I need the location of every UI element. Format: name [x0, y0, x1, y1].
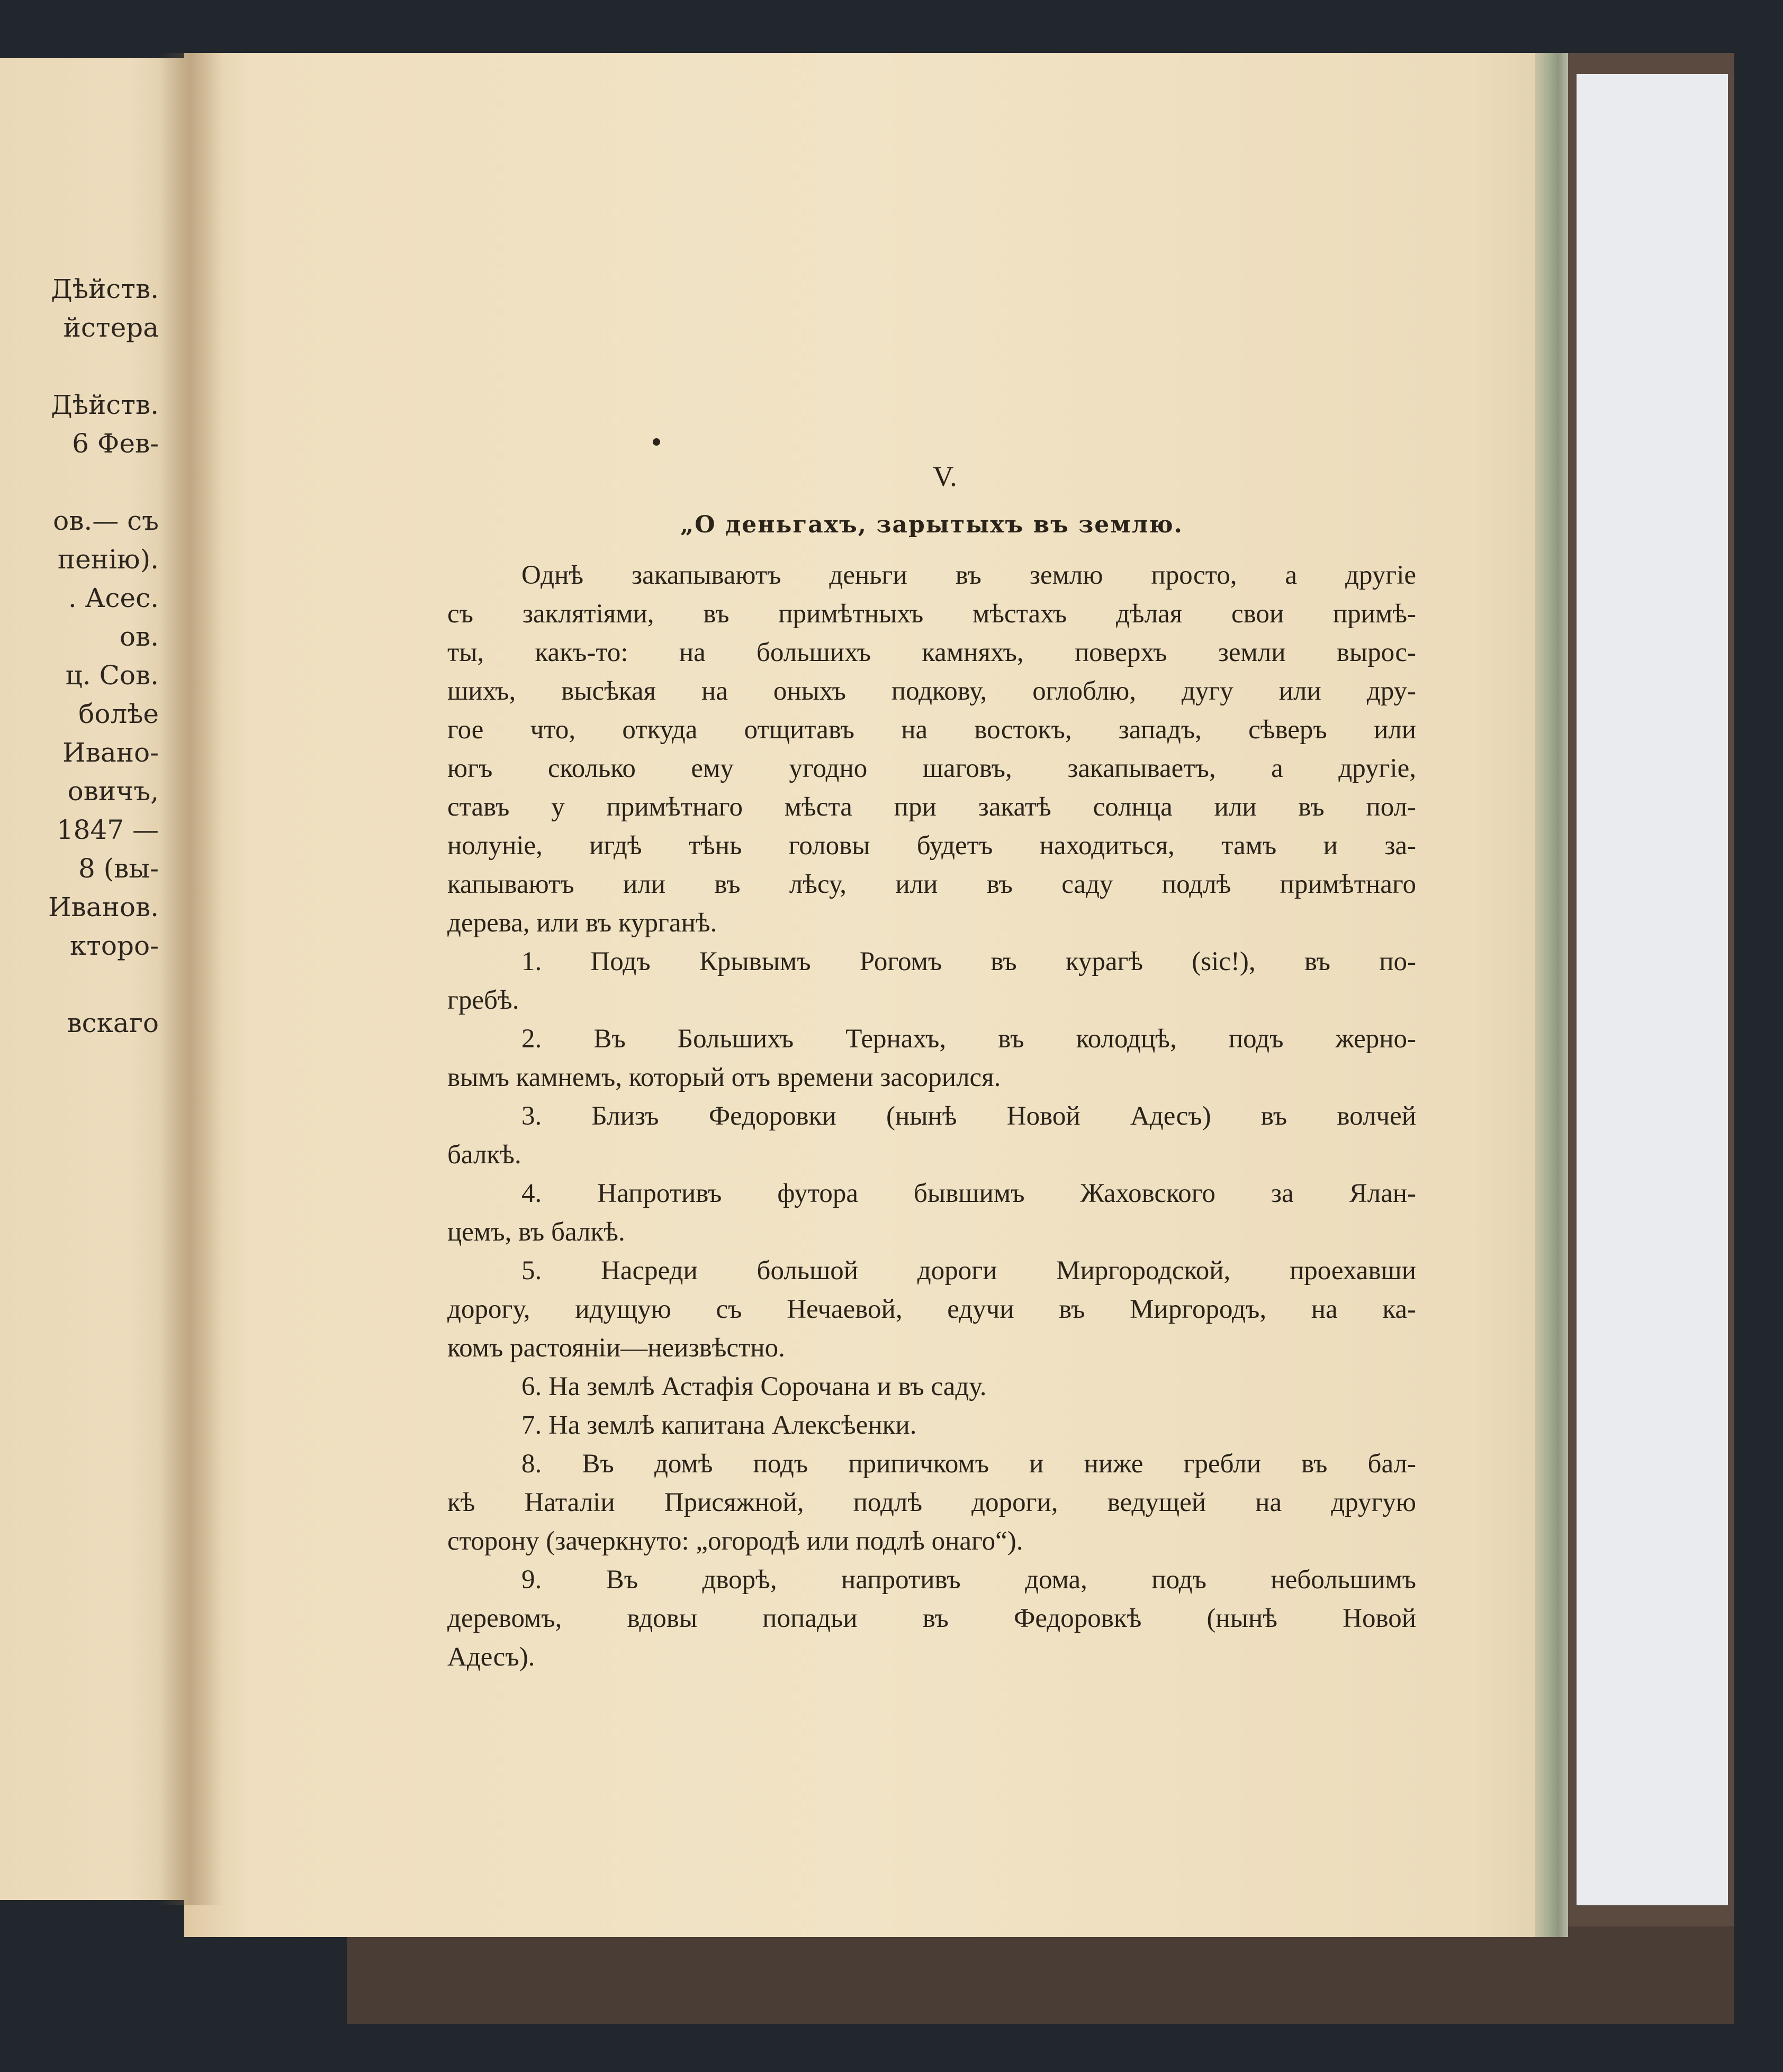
section-number: V. [933, 460, 957, 492]
paragraph [447, 1406, 1416, 1445]
left-page-line: 6 Фев- [72, 428, 159, 459]
paragraph [447, 943, 1416, 1020]
left-page-line: Дѣйств. [51, 274, 159, 304]
page-text [447, 458, 1416, 1677]
text-line: гое что, откуда отщитавъ на востокъ, западъ, сѣверъ или [447, 715, 1416, 745]
cover-bottom-edge [347, 1926, 1734, 2024]
left-page-line: пенію). [57, 544, 159, 575]
text-line: ты, какъ-то: на большихъ камняхъ, поверхъ земли вырос- [447, 638, 1416, 667]
paragraph [447, 1020, 1416, 1097]
text-line: Адесъ). [447, 1642, 535, 1672]
paragraph [447, 556, 1416, 943]
left-page-line: Дѣйств. [51, 390, 159, 420]
paragraph [447, 1561, 1416, 1677]
left-page-line: вскаго [67, 1008, 159, 1038]
text-line: сторону (зачеркнуто: „огородѣ или подлѣ онаго“). [447, 1526, 1023, 1556]
text-line: капываютъ или въ лѣсу, или въ саду подлѣ примѣтнаго [447, 870, 1416, 899]
text-line: кѣ Наталіи Присяжной, подлѣ дороги, ведущей на другую [447, 1488, 1416, 1517]
text-line: гребѣ. [447, 985, 519, 1015]
text-line: нолуніе, игдѣ тѣнь головы будетъ находиться, тамъ и за- [447, 831, 1416, 861]
text-line: югъ сколько ему угодно шаговъ, закапываетъ, а другіе, [447, 754, 1416, 783]
ink-dot [653, 438, 660, 446]
left-page [0, 58, 185, 1900]
endpaper [1577, 74, 1728, 1905]
text-line: 7. На землѣ капитана Алексѣенки. [521, 1410, 917, 1440]
text-line: дерева, или въ курганѣ. [447, 908, 717, 938]
paragraph [447, 1174, 1416, 1252]
paragraphs [447, 556, 1416, 1677]
paragraph [447, 1445, 1416, 1561]
text-line: 3. Близъ Федоровки (нынѣ Новой Адесъ) въ волчей [521, 1101, 1416, 1131]
text-line: цемъ, въ балкѣ. [447, 1217, 625, 1247]
gutter-shadow [159, 53, 222, 1905]
left-page-text [0, 270, 159, 1043]
left-page-line: Иванов. [48, 892, 159, 922]
section-title: „О деньгахъ, зарытыхъ въ землю. [680, 511, 1183, 538]
text-line: 6. На землѣ Астафія Сорочана и въ саду. [521, 1372, 987, 1401]
text-line: вымъ камнемъ, который отъ времени засорился. [447, 1063, 1001, 1092]
text-line: Однѣ закапываютъ деньги въ землю просто, а другіе [521, 560, 1416, 590]
text-line: дорогу, идущую съ Нечаевой, едучи въ Миргородъ, на ка- [447, 1295, 1416, 1324]
text-line: 1. Подъ Крывымъ Рогомъ въ курагѣ (sic!), въ по- [521, 947, 1416, 976]
text-line: 4. Напротивъ футора бывшимъ Жаховского за Ялан- [521, 1179, 1416, 1208]
text-line: 9. Въ дворѣ, напротивъ дома, подъ небольшимъ [521, 1565, 1416, 1595]
left-page-line: ц. Сов. [65, 660, 159, 691]
paragraph [447, 1368, 1416, 1406]
left-page-line [0, 965, 159, 1004]
left-page-line: ов. [119, 621, 159, 652]
left-page-line: овичъ, [67, 776, 159, 807]
text-line: 8. Въ домѣ подъ припичкомъ и ниже гребли въ бал- [521, 1449, 1416, 1479]
paragraph [447, 1097, 1416, 1174]
left-page-line: кторо- [69, 930, 159, 961]
text-line: ставъ у примѣтнаго мѣста при закатѣ солнца или въ пол- [447, 792, 1416, 822]
left-page-line: 8 (вы- [78, 853, 159, 884]
text-line: деревомъ, вдовы попадьи въ Федоровкѣ (нынѣ Новой [447, 1604, 1416, 1633]
page-edges [1535, 53, 1568, 1937]
text-line: комъ растояніи—неизвѣстно. [447, 1333, 785, 1363]
left-page-line: Ивано- [62, 737, 159, 768]
text-line: 5. Насреди большой дороги Миргородской, проехавши [521, 1256, 1416, 1286]
left-page-line: ов.— съ [53, 505, 159, 536]
left-page-line: йстера [63, 312, 159, 343]
left-page-line [0, 463, 159, 502]
text-line: съ заклятіями, въ примѣтныхъ мѣстахъ дѣлая свои примѣ- [447, 599, 1416, 629]
text-line: балкѣ. [447, 1140, 521, 1170]
left-page-line: болѣе [78, 699, 159, 729]
left-page-line: 1847 — [56, 815, 159, 845]
left-page-line: . Асес. [68, 583, 159, 613]
text-line: шихъ, высѣкая на оныхъ подкову, оглоблю, дугу или дру- [447, 676, 1416, 706]
right-page [184, 53, 1539, 1937]
text-line: 2. Въ Большихъ Тернахъ, въ колодцѣ, подъ жерно- [521, 1024, 1416, 1054]
paragraph [447, 1252, 1416, 1368]
left-page-line [0, 347, 159, 386]
